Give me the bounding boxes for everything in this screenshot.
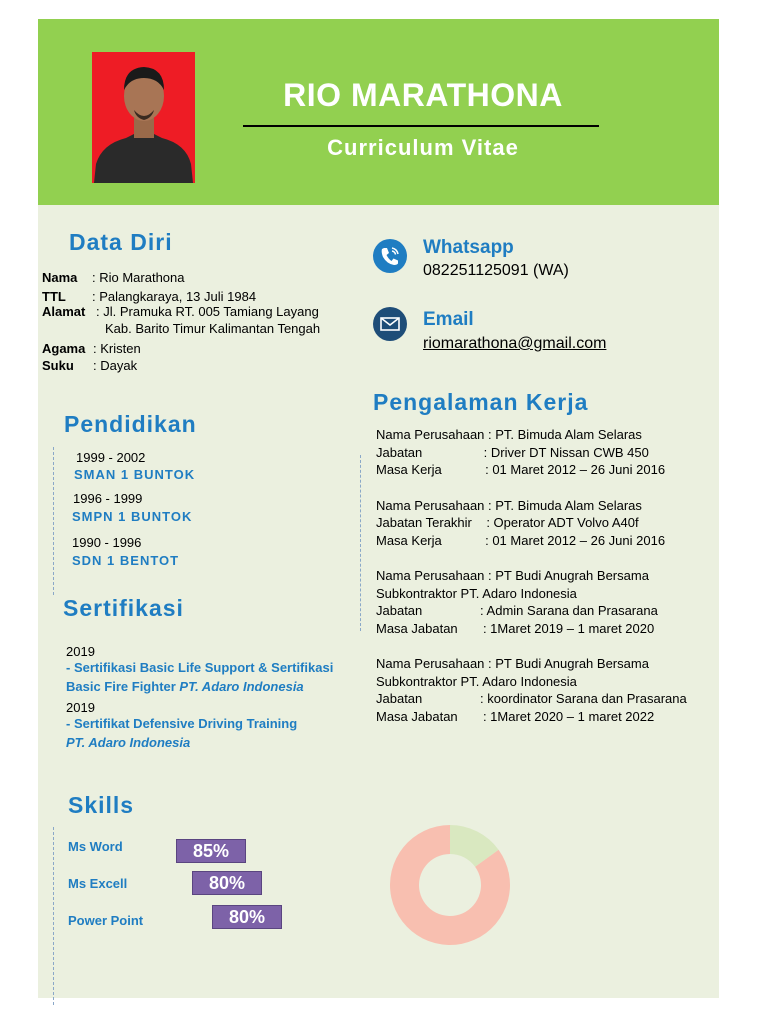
edu-school-1: SMAN 1 BUNTOK (74, 467, 196, 482)
job-4-line-3: Jabatan : koordinator Sarana dan Prasarana (376, 691, 687, 706)
cert-line-1b-text: Basic Fire Fighter (66, 679, 180, 694)
edu-school-2: SMPN 1 BUNTOK (72, 509, 193, 524)
cert-line-1b (66, 679, 304, 694)
job-1-line-1: Nama Perusahaan : PT. Bimuda Alam Selaras (376, 427, 642, 442)
agama-value: : Kristen (93, 341, 141, 356)
pendidikan-timeline (53, 447, 54, 595)
job-4-line-4: Masa Jabatan : 1Maret 2020 – 1 maret 2022 (376, 708, 655, 724)
skill-bar-excel: 80% (192, 871, 262, 895)
pengalaman-timeline (360, 455, 361, 631)
cert-line-2b (66, 735, 190, 750)
skills-donut-chart (390, 825, 510, 945)
full-name: RIO MARATHONA (283, 77, 563, 113)
cert-line-1a: - Sertifikasi Basic Life Support & Sertifikasi (66, 660, 334, 675)
job-1-line-3: Masa Kerja : 01 Maret 2012 – 26 Juni 2016 (376, 462, 666, 477)
nama-value: : Rio Marathona (92, 270, 185, 285)
pengalaman-heading: Pengalaman Kerja (373, 389, 589, 415)
email-icon (373, 307, 407, 341)
ttl-value: : Palangkaraya, 13 Juli 1984 (92, 289, 257, 304)
experience-list (376, 426, 687, 725)
job-4-line-2: Subkontraktor PT. Adaro Indonesia (376, 673, 577, 689)
cert-company-2: PT. Adaro Indonesia (66, 735, 191, 750)
job-2-line-3: Masa Kerja : 01 Maret 2012 – 26 Juni 2016 (376, 532, 666, 548)
cert-line-2a: - Sertifikat Defensive Driving Training (66, 716, 298, 731)
header-divider (243, 125, 599, 127)
skill-bar-powerpoint: 80% (212, 905, 282, 929)
skill-bar-word: 85% (176, 839, 246, 863)
job-3 (376, 567, 687, 637)
email-label: Email (423, 309, 474, 330)
phone-icon (373, 239, 407, 273)
edu-school-3: SDN 1 BENTOT (72, 553, 180, 568)
whatsapp-label: Whatsapp (423, 237, 514, 258)
cert-company-1: PT. Adaro Indonesia (179, 679, 304, 694)
cv-subtitle: Curriculum Vitae (327, 135, 519, 160)
person-silhouette-icon (92, 52, 195, 183)
job-3-line-2: Subkontraktor PT. Adaro Indonesia (376, 585, 577, 601)
profile-photo (92, 52, 195, 183)
job-1 (376, 426, 687, 479)
header-band (38, 19, 719, 205)
sertifikasi-heading: Sertifikasi (63, 595, 184, 621)
job-3-line-3: Jabatan : Admin Sarana dan Prasarana (376, 603, 658, 618)
skills-heading: Skills (68, 792, 135, 818)
suku-label: Suku (42, 358, 74, 373)
cv-page (38, 19, 719, 998)
job-2 (376, 497, 687, 550)
edu-years-1: 1999 - 2002 (76, 450, 146, 465)
alamat-value: : Jl. Pramuka RT. 005 Tamiang Layang (96, 304, 319, 319)
edu-years-2: 1996 - 1999 (73, 491, 143, 506)
data-diri-heading: Data Diri (69, 229, 173, 255)
job-2-line-2: Jabatan Terakhir : Operator ADT Volvo A40f (376, 515, 639, 530)
job-4 (376, 655, 687, 725)
skill-label-powerpoint: Power Point (68, 913, 144, 928)
alamat-value-line2: Kab. Barito Timur Kalimantan Tengah (105, 321, 321, 336)
whatsapp-number[interactable]: 082251125091 (WA) (423, 262, 569, 279)
cert-year-2: 2019 (66, 700, 95, 715)
agama-label: Agama (42, 341, 86, 356)
skill-label-excel: Ms Excell (68, 876, 128, 891)
suku-value: : Dayak (93, 358, 138, 373)
job-2-line-1: Nama Perusahaan : PT. Bimuda Alam Selaras (376, 497, 642, 513)
job-3-line-1: Nama Perusahaan : PT Budi Anugrah Bersama (376, 568, 649, 583)
pendidikan-heading: Pendidikan (64, 411, 197, 437)
ttl-label: TTL (42, 289, 66, 304)
skill-label-word: Ms Word (68, 839, 123, 854)
nama-label: Nama (42, 270, 78, 285)
job-1-line-2: Jabatan : Driver DT Nissan CWB 450 (376, 444, 649, 460)
edu-years-3: 1990 - 1996 (72, 535, 142, 550)
email-address[interactable]: riomarathona@gmail.com (423, 335, 607, 352)
job-3-line-4: Masa Jabatan : 1Maret 2019 – 1 maret 2020 (376, 620, 655, 636)
cert-year-1: 2019 (66, 644, 95, 659)
job-4-line-1: Nama Perusahaan : PT Budi Anugrah Bersama (376, 656, 649, 671)
skills-timeline (53, 827, 54, 1005)
alamat-label: Alamat (42, 304, 86, 319)
